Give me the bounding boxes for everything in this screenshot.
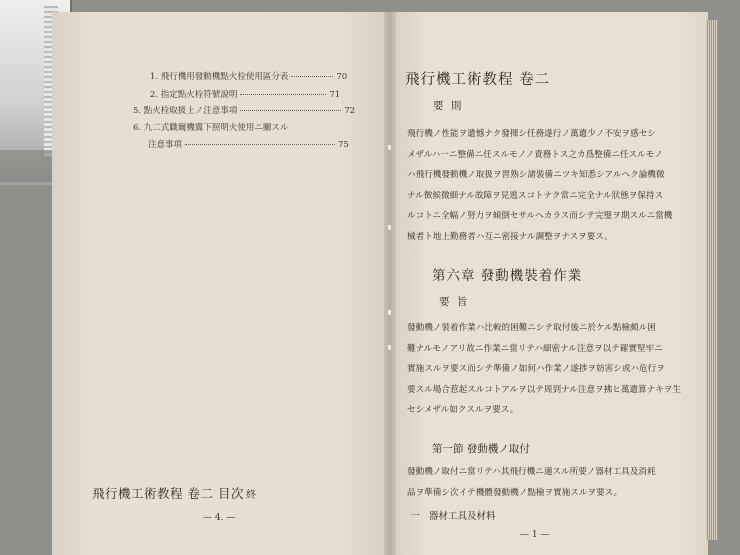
text-line: 發動機ノ取付ニ當リテハ其飛行機ニ適スル所要ノ器材工具及消耗 xyxy=(407,467,656,477)
text-line: 要スル場合惹起スルコトアルヲ以テ周到ナル注意ヲ拂ヒ萬遺算ナキヲ生 xyxy=(407,384,681,395)
toc-entry xyxy=(148,138,349,150)
toc-entry xyxy=(133,121,288,133)
heading-outline: 要 旨 xyxy=(439,296,470,308)
text-line: 械者ト地上勤務者ハ互ニ密接ナル調整ヲナスヲ要ス。 xyxy=(407,231,613,242)
toc-entry-page: 72 xyxy=(344,106,356,116)
stitch-hole xyxy=(388,145,391,150)
book-gutter xyxy=(384,12,396,555)
text-line: セシメザル如クスルヲ要ス。 xyxy=(407,405,519,415)
text-line: 難ナルモノアリ故ニ作業ニ當リテハ細密ナル注意ヲ以テ確實堅牢ニ xyxy=(407,343,663,354)
toc-entry-page: 70 xyxy=(336,72,348,82)
stitch-hole xyxy=(388,225,391,230)
text-line: 品ヲ準備シ次イテ機體發動機ノ點檢ヲ實施スルヲ要ス。 xyxy=(407,487,623,498)
toc-entry-label: 5. 點火栓取扱上ノ注意事項 xyxy=(133,106,238,116)
left-page-number: — 4. — xyxy=(203,513,236,523)
toc-entry-page: 75 xyxy=(338,140,349,150)
toc-leader xyxy=(291,76,333,77)
paragraph-outline xyxy=(407,318,697,421)
footer-title: 飛行機工術教程 卷二 目次 xyxy=(92,486,244,501)
toc-entry xyxy=(133,104,355,116)
section-heading: 第一節 發動機ノ取付 xyxy=(432,443,530,455)
right-page-number: — 1 — xyxy=(520,530,550,540)
left-page-footer xyxy=(92,484,256,502)
toc-leader xyxy=(185,144,335,145)
heading-general-rules: 要 則 xyxy=(433,100,464,112)
text-line: メザルハ一ニ整備ニ任スルモノノ責務トス之カ爲整備ニ任スルモノ xyxy=(407,149,663,160)
toc-entry-label: 注意事項 xyxy=(148,140,183,150)
toc-leader xyxy=(240,94,326,95)
chapter-heading: 第六章 發動機裝着作業 xyxy=(432,268,583,284)
stitch-hole xyxy=(388,310,391,315)
toc-leader xyxy=(240,110,341,111)
toc-entry-label: 2. 指定點火栓符號說明 xyxy=(150,90,238,100)
paragraph-general-rules xyxy=(407,124,697,247)
stitch-hole xyxy=(388,345,391,350)
page-fore-edge xyxy=(706,20,718,540)
toc-entry-label: 6. 九二式職爾機翼下照明火使用ニ關スル xyxy=(133,123,289,133)
text-line: 飛行機ノ性能ヲ遺憾ナク發揮シ任務遂行ノ萬遺少ノ不安ヲ感セシ xyxy=(407,129,656,139)
book-title: 飛行機工術教程 卷二 xyxy=(405,72,551,88)
footer-suffix: 終 xyxy=(245,490,257,501)
toc-entry xyxy=(150,70,347,82)
text-line: 實施スルヲ要ス而シテ準備ノ如何ハ作業ノ遂捗ヲ妨害シ或ハ危行ヲ xyxy=(407,364,665,374)
paragraph-engine-mounting xyxy=(407,462,697,503)
list-item-materials: 一 器材工具及材料 xyxy=(410,511,496,522)
text-line: ナル徴候微細ナル故障ヲ見逃スコトナク常ニ完全ナル狀態ヲ保持ス xyxy=(407,190,664,201)
text-line: ルコトニ全幅ノ努力ヲ傾倒セサルヘカラス而シテ完璧ヲ期スルニ當機 xyxy=(407,211,673,221)
toc-entry-label: 1. 飛行機用發動機點火栓使用區分表 xyxy=(150,72,289,82)
text-line: 發動機ノ裝着作業ハ比較的困難ニシテ取付後ニ於ケル點檢頗ル困 xyxy=(407,323,656,333)
text-line: ハ飛行機發動機ノ取扱ヲ習熟シ諸裝備ニツキ知悉シアルヘク論機微 xyxy=(407,170,665,180)
toc-entry-page: 71 xyxy=(329,90,341,100)
toc-entry xyxy=(150,88,340,100)
